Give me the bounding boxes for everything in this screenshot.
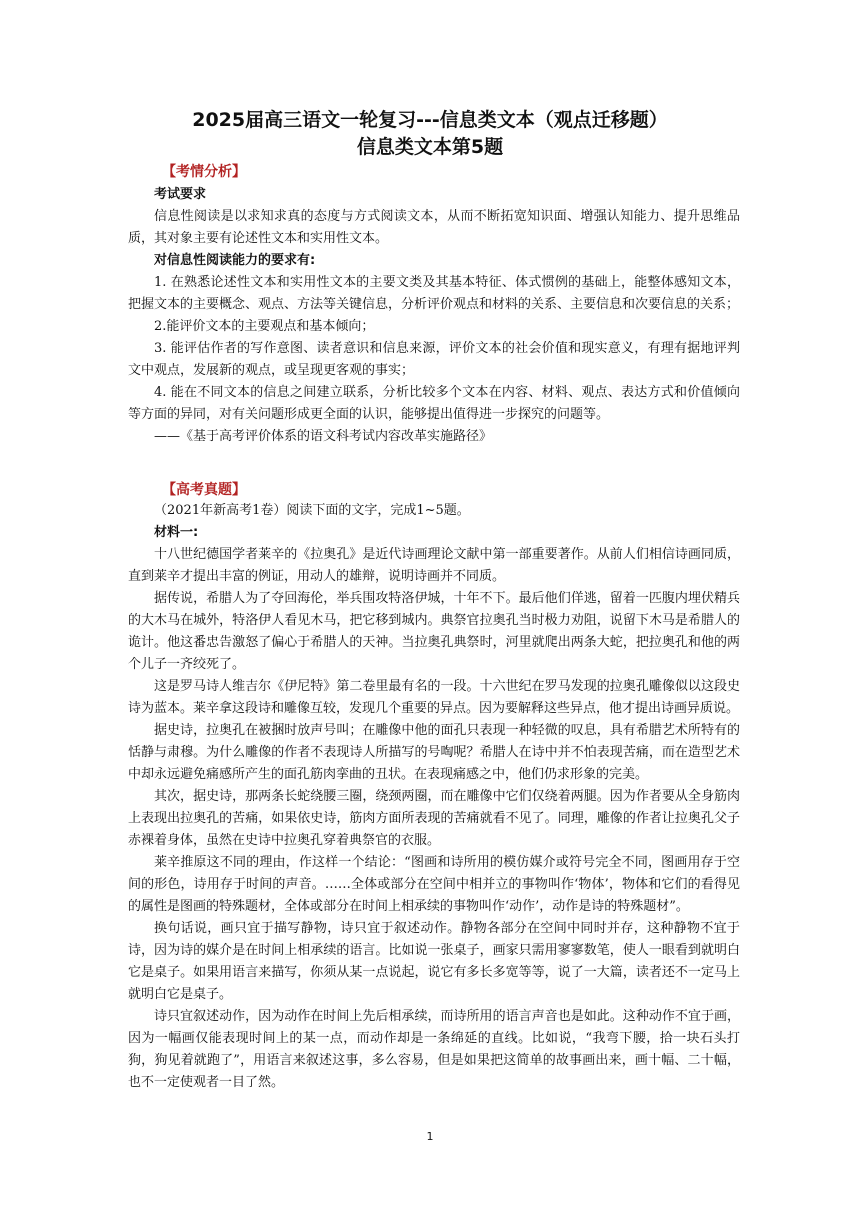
analysis-section: [128, 184, 740, 448]
material-paragraph-7: 换句话说，画只宜于描写静物，诗只宜于叙述动作。静物各部分在空间中同时并存，这种静物不宜于诗，因为诗的媒介是在时间上相承续的语言。比如说一张桌子，画家只需用寥寥数笔，使人一眼看到就明白它是桌子。如果用语言来描写，你须从某一点说起，说它有多长多宽等等，说了一大篇，读者还不一定马上就明白它是桌子。: [128, 921, 740, 1002]
material-paragraph-5: 其次，据史诗，那两条长蛇绕腰三圈，绕颈两圈，而在雕像中它们仅绕着两腿。因为作者要从全身筋肉上表现出拉奥孔的苦痛，如果依史诗，筋肉方面所表现的苦痛就看不见了。同理，雕像的作者让拉奥孔父子赤裸着身体，虽然在史诗中拉奥孔穿着典祭官的衣服。: [128, 789, 740, 848]
material-paragraph-6: 莱辛推原这不同的理由，作这样一个结论：“图画和诗所用的模仿媒介或符号完全不同，图画用存于空间的形色，诗用存于时间的声音。……全体或部分在空间中相并立的事物叫作‘物体’，物体和它们的看得见的属性是图画的特殊题材，全体或部分在时间上相承续的事物叫作‘动作’，动作是诗的特殊题材”。: [128, 855, 740, 914]
ability-item-2: 2.能评价文本的主要观点和基本倾向；: [154, 319, 375, 334]
source-citation: ——《基于高考评价体系的语文科考试内容改革实施路径》: [154, 429, 493, 444]
ability-item-4: 4. 能在不同文本的信息之间建立联系，分析比较多个文本在内容、材料、观点、表达方式和价值倾向等方面的异同，对有关问题形成更全面的认识，能够提出值得进一步探究的问题等。: [128, 385, 740, 422]
material-paragraph-1: 十八世纪德国学者莱辛的《拉奥孔》是近代诗画理论文献中第一部重要著作。从前人们相信诗画同质，直到莱辛才提出丰富的例证，用动人的雄辩，说明诗画并不同质。: [128, 547, 740, 584]
doc-title: 2025届高三语文一轮复习---信息类文本（观点迁移题）: [192, 109, 668, 131]
doc-subtitle: 信息类文本第5题: [356, 136, 504, 158]
requirement-label: 考试要求: [154, 187, 207, 202]
ability-item-1: 1. 在熟悉论述性文本和实用性文本的主要文类及其基本特征、体式惯例的基础上，能整体感知文本，把握文本的主要概念、观点、方法等关键信息，分析评价观点和材料的关系、主要信息和次要信息的关系；: [128, 275, 740, 312]
material-paragraph-4: 据史诗，拉奥孔在被捆时放声号叫；在雕像中他的面孔只表现一种轻微的叹息，具有希腊艺术所特有的恬静与肃穆。为什么雕像的作者不表现诗人所描写的号啕呢？希腊人在诗中并不怕表现苦痛，而在造型艺术中却永远避免痛感所产生的面孔筋肉挛曲的丑状。在表现痛感之中，他们仍求形象的完美。: [128, 723, 740, 782]
ability-item-3: 3. 能评估作者的写作意图、读者意识和信息来源，评价文本的社会价值和现实意义，有理有据地评判文中观点，发展新的观点，或呈现更客观的事实；: [128, 341, 740, 378]
requirement-text: 信息性阅读是以求知求真的态度与方式阅读文本，从而不断拓宽知识面、增强认知能力、提升思维品质，其对象主要有论述性文本和实用性文本。: [128, 209, 740, 246]
page-number: 1: [426, 1130, 434, 1143]
material-paragraph-3: 这是罗马诗人维吉尔《伊尼特》第二卷里最有名的一段。十六世纪在罗马发现的拉奥孔雕像似以这段史诗为蓝本。莱辛拿这段诗和雕像互较，发现几个重要的异点。因为要解释这些异点，他才提出诗画异质说。: [128, 679, 740, 716]
section-heading-analysis: 【考情分析】: [162, 164, 246, 180]
section-heading-exam: 【高考真题】: [162, 482, 246, 498]
ability-label: 对信息性阅读能力的要求有:: [154, 253, 316, 268]
material-label: 材料一:: [154, 525, 199, 540]
exam-intro: （2021年新高考1卷）阅读下面的文字，完成1~5题。: [154, 503, 470, 518]
exam-section: [128, 500, 740, 1094]
material-paragraph-2: 据传说，希腊人为了夺回海伦，举兵围攻特洛伊城，十年不下。最后他们佯逃，留着一匹腹内埋伏精兵的大木马在城外，特洛伊人看见木马，把它移到城内。典祭官拉奥孔当时极力劝阻，说留下木马是希腊人的诡计。他这番忠告激怒了偏心于希腊人的天神。当拉奥孔典祭时，河里就爬出两条大蛇，把拉奥孔和他的两个儿子一齐绞死了。: [128, 591, 740, 672]
material-paragraph-8: 诗只宜叙述动作，因为动作在时间上先后相承续，而诗所用的语言声音也是如此。这种动作不宜于画，因为一幅画仅能表现时间上的某一点，而动作却是一条绵延的直线。比如说，“我弯下腰，拾一块石头打狗，狗见着就跑了”，用语言来叙述这事，多么容易，但是如果把这简单的故事画出来，画十幅、二十幅，也不一定使观者一目了然。: [128, 1009, 740, 1090]
